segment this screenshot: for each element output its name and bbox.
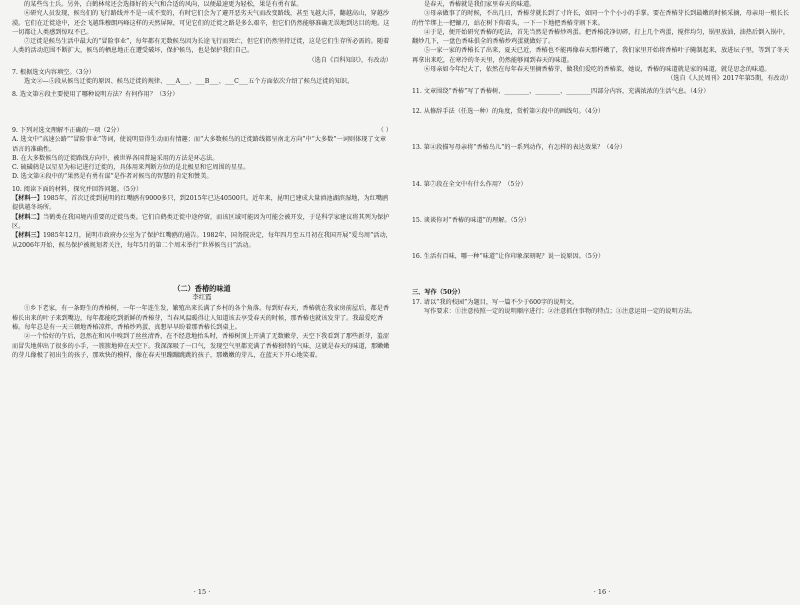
question-17-requirements: 写作要求：①注意按照一定的说明顺序进行；②注意抓住事物的特点；③注意运用一定的说明方法。 [424, 308, 697, 316]
essay-continued [412, 0, 792, 74]
question: 12. 从修辞手法（任选一种）的角度，赏析第②段中的画线句。（4分） [412, 107, 605, 115]
answer-paren: （ ） [377, 126, 392, 134]
paragraph: ⑦迁徙是候鸟生活中最大的“冒险事业”，每年都有无数候鸟因为长途飞行而死亡，但它们仍然坚持迁徙，这是它们生存所必需的。随着人类的活动范围不断扩大，候鸟的栖息地正在遭受破坏，保护候鸟，也是保护我们自己。 [12, 38, 390, 55]
paragraph: ③母亲做事了的时候，不出几日，香椿芽就长到了寸许长，如同一个个小小的手掌。要在香椿芽长到最嫩的时候采摘，母亲用一根长长的竹竿绑上一把镰刀，站在树下仰着头，一下一下地把香椿芽割下来。 [412, 10, 790, 27]
question-9 [12, 126, 392, 135]
paragraph: ②一个恰好的午后，忽然在和风中嗅到了丝丝清香，在不经意地抬头时，香椿树顶上开满了无数嫩芽，天空下我看到了那些新芽，羞涩而冒失地伸出了很多的小手，一簇簇地伸在天空下。我深深吸了一口气，发现空气里都充满了香椿独特的气味，这就是春天的味道，那嫩嫩的芽儿像极了初出生的孩子，那欢快的模样，像在春天里蹦蹦跳跳的孩子，那嫩嫩的芽儿，在蓝天下开心地笑着。 [12, 333, 390, 359]
question-9-text: 9. 下列对选文理解不正确的一项（2分） [12, 126, 123, 134]
essay-body [12, 304, 392, 360]
question-17: 17. 请以“我的校园”为题目，写一篇不少于600字的说明文。 [412, 298, 579, 306]
essay-author: 李红霞 [192, 293, 212, 302]
material-label: 【材料二】 [12, 213, 43, 221]
material-text: 1985年12月，昆明市政府办公室为了保护红嘴鸥的通告。1982年，国务院决定，每年四月至五月初在我国开展“爱鸟周”活动，从2006年开始，候鸟保护被规划者关注，每年5月的第二个周末举行“世界候鸟日”活动。 [12, 232, 392, 249]
material [12, 231, 392, 250]
material-label: 【材料一】 [12, 195, 43, 203]
paragraph: ④于是，便开始研究香椿的吃法，首先当然是香椿炒鸡蛋。把香椿洗净切碎，打上几个鸡蛋，搅拌均匀，锅里放油，油热后倒入锅中，翻炒几下，一盘色香味俱全的香椿炒鸡蛋就做好了。 [412, 28, 790, 46]
material [12, 213, 392, 232]
material-text: 当鹤类在我国境内重要的迁徙鸟类。它们自鹤类迁徙中途停留，而该区域可能因为可能会被开发，于是科学家建议将其列为保护区。 [12, 213, 390, 230]
question-7-body: 选文②—⑤段从候鸟迁徙的原因、候鸟迁徙的规律、___A___、___B___、___C___五个方面依次介绍了候鸟迁徙的知识。 [24, 78, 354, 86]
question: 13. 第④段描写母亲将“香椿鸟儿”的一系列动作，有怎样的表达效果？（4分） [412, 144, 626, 152]
page-16 [412, 0, 792, 605]
paragraph: ⑥母亲如今年纪大了，依然在每年春天里摘香椿芽，做我们爱吃的香椿菜，她说，香椿的味道就是家的味道，就是思念的味道。 [424, 66, 771, 74]
source-note: （选自《百科知识》，有改动） [308, 56, 392, 64]
question: 15. 谈谈你对“香椿的味道”的理解。（5分） [412, 216, 530, 224]
questions [412, 87, 792, 286]
option: C. 硫磺鸫是以星星为标记进行迁徙的，具体用来判断方位的是北极星和它周围的星星。 [12, 164, 250, 172]
section-writing: 三、写作（50分） [412, 289, 464, 297]
materials [12, 194, 392, 250]
source-note-2: （选自《人民周刊》2017年第5期，有改动） [667, 75, 792, 83]
question: 16. 生活有百味，哪一种“味道”让你印象深刻呢？说一说原因。（5分） [412, 253, 605, 261]
page-number: · 16 · [593, 587, 611, 596]
question-9-options [12, 135, 392, 181]
essay-1-tail [12, 0, 392, 56]
paragraph: ①乡下老家，有一条野生的香椿树，一年一年连生发，繁殖出来长满了乡村的各个角落。每到好春天，香椿就在我家房前屋后，都是香椿长出来的叶子来到嘴边，每年都能吃到新鲜的香椿芽，当春风温暖得让人知道该去享受春天的时候，那香椿也就该发芽了。我最爱吃香椿。每年总是有一天三顿地香椿凉拌，香椿炒鸡蛋，真想早早盼着那香椿长到桌上。 [12, 305, 390, 332]
question-7: 7. 根据选文内容填空。（3分） [12, 69, 95, 77]
question: 11. 文章围绕“香椿”写了香椿树、________、________、________四部分内容，充满浓浓的生活气息。（4分） [412, 87, 710, 95]
essay-title: （二）香椿的味道 [173, 283, 231, 293]
material [12, 194, 392, 213]
paragraph: ⑥研究人员发现，候鸟们的飞行路线并不是一成不变的，有时它们会为了避开恶劣天气而改变路线，甚至飞越大洋，翻越高山，穿越沙漠。它们在迁徙途中，还会飞越珠穆朗玛峰这样的天然屏障，可见它们的迁徙之路是多么艰辛，但它们仍然能够准确无误地到达目的地。这一切都让人类感到惊叹不已。 [12, 10, 390, 36]
question: 14. 第⑦段在全文中有什么作用？（5分） [412, 180, 527, 188]
option: A. 选文中“高速公路”“冒险事业”等词，使说明显得生动而有情趣；而“大多数候鸟的迁徙路线都呈南北方向”中“大多数”一词则体现了文章语言的准确性。 [12, 136, 387, 153]
paragraph: 是春天，香椿就是我们家里春天的味道。 [424, 1, 536, 8]
page-number: · 15 · [193, 587, 211, 596]
question-10: 10. 阅读下面的材料，探究并回答问题。（5分） [12, 185, 143, 193]
page-15 [12, 0, 392, 605]
option: B. 在大多数候鸟的迁徙路线方向中，被世界各国普遍采用的方法是环志法。 [12, 154, 219, 162]
material-label: 【材料三】 [12, 232, 43, 240]
material-text: 1985年，首次迁徙到昆明的红嘴鸥有9000多只，到2015年已达40500只。近年来，昆明已建成大量滇池湖滨湿地，为红嘴鸥提供越冬场所。 [12, 195, 389, 212]
paragraph: ⑤一家一家的香椿长了出来，夏天已近，香椿也不能再像春天那样嫩了，我们家里开始将香椿叶子腌制起来，放进坛子里，等到了冬天再拿出来吃，在寒冷的冬天里，仍然能够闻到春天的味道。 [412, 47, 790, 64]
paragraph: 的某些鸟士兵。另外，白鹤林莺还会选择好的天气和合适的风向，以便最速更为轻松，果是有勇有谋。 [24, 1, 303, 8]
question-8: 8. 选文第⑥段主要使用了哪种说明方法？有何作用？（3分） [12, 90, 179, 98]
option: D. 选文第④段中的“果然是有勇有谋”是作者对候鸟的智慧的肯定和赞美。 [12, 173, 213, 181]
